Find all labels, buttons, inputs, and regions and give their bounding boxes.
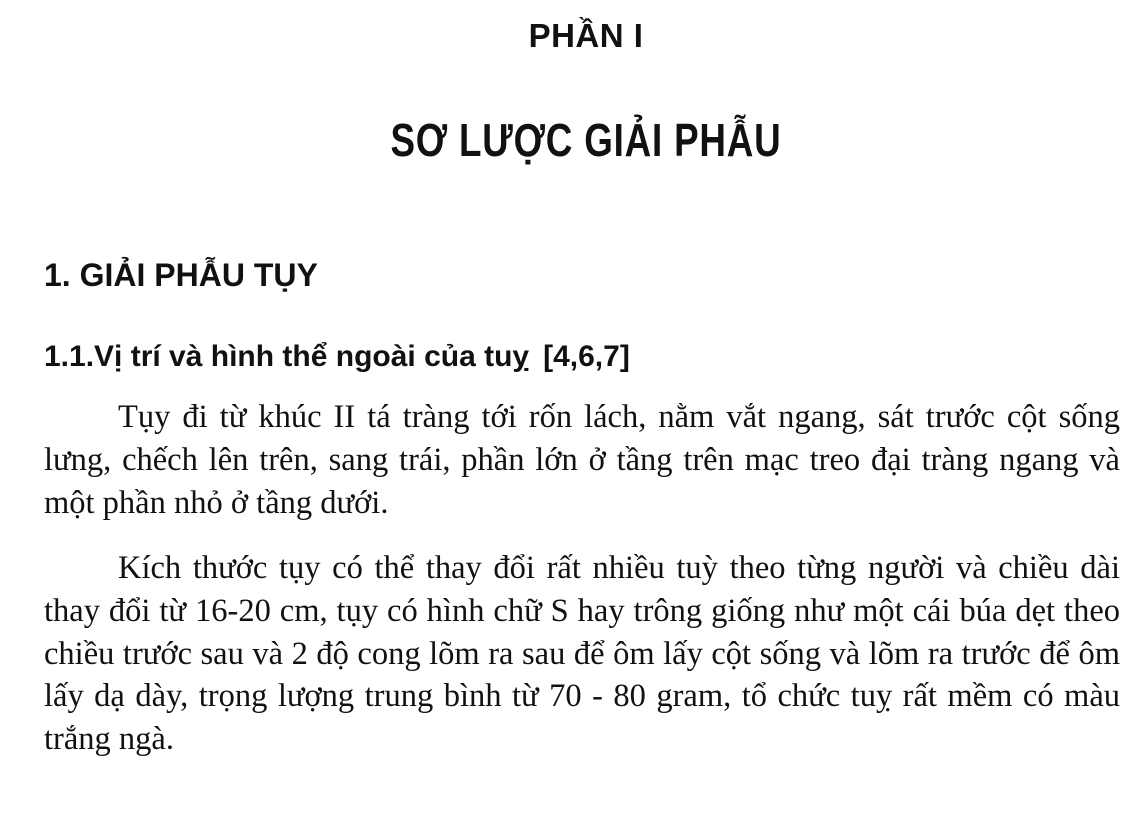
- paragraph-text: Tụy đi từ khúc II tá tràng tới rốn lách, nằm vắt ngang, sát trước cột sống lưng, chếch lên trên, sang trái, phần lớn ở tầng trên mạc treo đại tràng ngang và một phần nhỏ ở tầng dưới.: [44, 399, 1120, 521]
- part-title: SƠ LƯỢC GIẢI PHẪU: [390, 114, 782, 166]
- reference-citation: [4,6,7]: [543, 340, 630, 373]
- paragraph-text: Kích thước tụy có thể thay đổi rất nhiều tuỳ theo từng người và chiều dài thay đổi từ 16-20 cm, tụy có hình chữ S hay trông giống như một cái búa dẹt theo chiều trước sau và 2 độ cong lõm ra sau để ôm lấy cột sống và lõm ra trước để ôm lấy dạ dày, trọng lượng trung bình từ 70 - 80 gram, tổ chức tuỵ rất mềm có màu trắng ngà.: [44, 550, 1120, 758]
- subsection-heading: [44, 336, 630, 378]
- body-paragraph-2: [44, 547, 1120, 761]
- part-label: PHẦN I: [528, 17, 644, 54]
- body-paragraph-1: [44, 396, 1120, 524]
- subsection-title: 1.1.Vị trí và hình thể ngoài của tuỵ: [44, 340, 530, 373]
- section-heading: 1. GIẢI PHẪU TỤY: [44, 257, 318, 293]
